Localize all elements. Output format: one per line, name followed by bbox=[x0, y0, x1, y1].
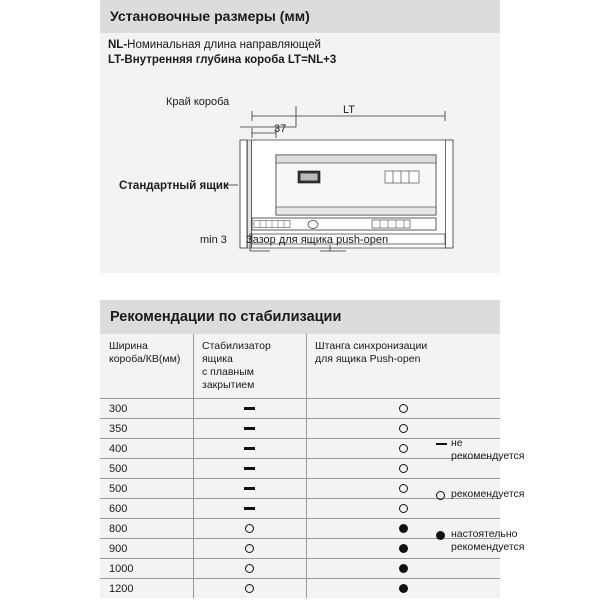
label-gap-note: Зазор для ящика push-open bbox=[246, 234, 389, 246]
column-header-width-line2: короба/КВ(мм) bbox=[109, 353, 181, 365]
dash-icon bbox=[244, 507, 255, 510]
cell-stabilizer bbox=[193, 439, 306, 459]
circle-filled-icon bbox=[399, 584, 408, 593]
legend-block bbox=[108, 38, 336, 68]
label-min3: min 3 bbox=[200, 234, 227, 246]
cell-rod bbox=[306, 399, 500, 419]
circle-open-icon bbox=[245, 524, 254, 533]
label-dim-37: 37 bbox=[274, 123, 287, 135]
recommendations-table bbox=[100, 334, 500, 598]
column-header-width-line1: Ширина bbox=[109, 340, 148, 352]
label-cabinet-edge: Край короба bbox=[166, 96, 230, 108]
cell-width: 1000 bbox=[100, 559, 193, 579]
legend-lt-abbr: LT- bbox=[108, 54, 125, 66]
circle-open-icon bbox=[399, 484, 408, 493]
dash-icon bbox=[244, 407, 255, 410]
circle-open-icon bbox=[399, 464, 408, 473]
dash-icon bbox=[244, 467, 255, 470]
cell-stabilizer bbox=[193, 479, 306, 499]
column-header-rod bbox=[306, 334, 500, 399]
table-row bbox=[100, 559, 500, 579]
cell-width: 800 bbox=[100, 519, 193, 539]
key-label-strongly-recommended-line1: настоятельно bbox=[451, 528, 518, 540]
section-title-installation: Установочные размеры (мм) bbox=[100, 0, 500, 33]
table-row bbox=[100, 579, 500, 599]
column-header-stabilizer bbox=[193, 334, 306, 399]
cell-width: 300 bbox=[100, 399, 193, 419]
table-row bbox=[100, 419, 500, 439]
circle-open-icon bbox=[399, 504, 408, 513]
cell-stabilizer bbox=[193, 579, 306, 599]
key-label-strongly-recommended-line2: рекомендуется bbox=[451, 541, 525, 553]
dash-icon bbox=[244, 447, 255, 450]
circle-open-icon bbox=[245, 544, 254, 553]
circle-filled-icon bbox=[436, 529, 445, 542]
legend-nl-abbr: NL- bbox=[108, 39, 128, 51]
column-header-stabilizer-line1: Стабилизатор ящика bbox=[202, 340, 271, 365]
table-row bbox=[100, 399, 500, 419]
circle-open-icon bbox=[399, 404, 408, 413]
column-header-width bbox=[100, 334, 193, 399]
dash-icon bbox=[436, 438, 447, 451]
dash-icon bbox=[244, 427, 255, 430]
cell-rod bbox=[306, 559, 500, 579]
column-header-rod-line2: для ящика Push-open bbox=[315, 353, 421, 365]
dash-icon bbox=[244, 487, 255, 490]
cell-width: 600 bbox=[100, 499, 193, 519]
legend-lt-text: Внутренняя глубина короба LT=NL+3 bbox=[124, 54, 337, 66]
legend-line-1 bbox=[108, 38, 336, 53]
key-label-not-recommended-line1: не bbox=[451, 437, 463, 449]
drawer-mechanism-right bbox=[385, 171, 419, 183]
cell-stabilizer bbox=[193, 499, 306, 519]
key-item-strongly-recommended bbox=[436, 528, 524, 554]
circle-open-icon bbox=[399, 424, 408, 433]
circle-open-icon bbox=[245, 584, 254, 593]
key-label-recommended: рекомендуется bbox=[451, 488, 525, 500]
key-item-recommended bbox=[436, 488, 524, 501]
legend-line-2 bbox=[108, 53, 336, 68]
cell-stabilizer bbox=[193, 419, 306, 439]
column-divider bbox=[193, 334, 194, 598]
cell-width: 400 bbox=[100, 439, 193, 459]
cell-stabilizer bbox=[193, 559, 306, 579]
cell-width: 350 bbox=[100, 419, 193, 439]
legend-nl-text: Номинальная длина направляющей bbox=[127, 39, 321, 51]
cell-stabilizer bbox=[193, 399, 306, 419]
circle-open-icon bbox=[245, 564, 254, 573]
drawer-runner bbox=[252, 218, 436, 230]
section-title-recommendations: Рекомендации по стабилизации bbox=[100, 300, 500, 334]
column-header-rod-line1: Штанга синхронизации bbox=[315, 340, 428, 352]
label-standard-drawer: Стандартный ящик bbox=[119, 180, 229, 192]
column-divider bbox=[306, 334, 307, 598]
circle-filled-icon bbox=[399, 564, 408, 573]
cell-stabilizer bbox=[193, 459, 306, 479]
key-item-not-recommended bbox=[436, 437, 524, 463]
cell-stabilizer bbox=[193, 519, 306, 539]
key-label-not-recommended-line2: рекомендуется bbox=[451, 450, 525, 462]
drawer-body bbox=[276, 155, 436, 215]
circle-open-icon bbox=[436, 489, 445, 502]
cell-rod bbox=[306, 579, 500, 599]
cell-rod bbox=[306, 499, 500, 519]
cell-width: 500 bbox=[100, 479, 193, 499]
column-header-stabilizer-line2: с плавным закрытием bbox=[202, 366, 255, 391]
circle-filled-icon bbox=[399, 524, 408, 533]
runner-roller bbox=[308, 221, 318, 229]
circle-filled-icon bbox=[399, 544, 408, 553]
cell-width: 900 bbox=[100, 539, 193, 559]
cell-rod bbox=[306, 419, 500, 439]
label-lt: LT bbox=[343, 104, 356, 116]
circle-open-icon bbox=[399, 444, 408, 453]
cell-width: 500 bbox=[100, 459, 193, 479]
cell-stabilizer bbox=[193, 539, 306, 559]
cell-width: 1200 bbox=[100, 579, 193, 599]
